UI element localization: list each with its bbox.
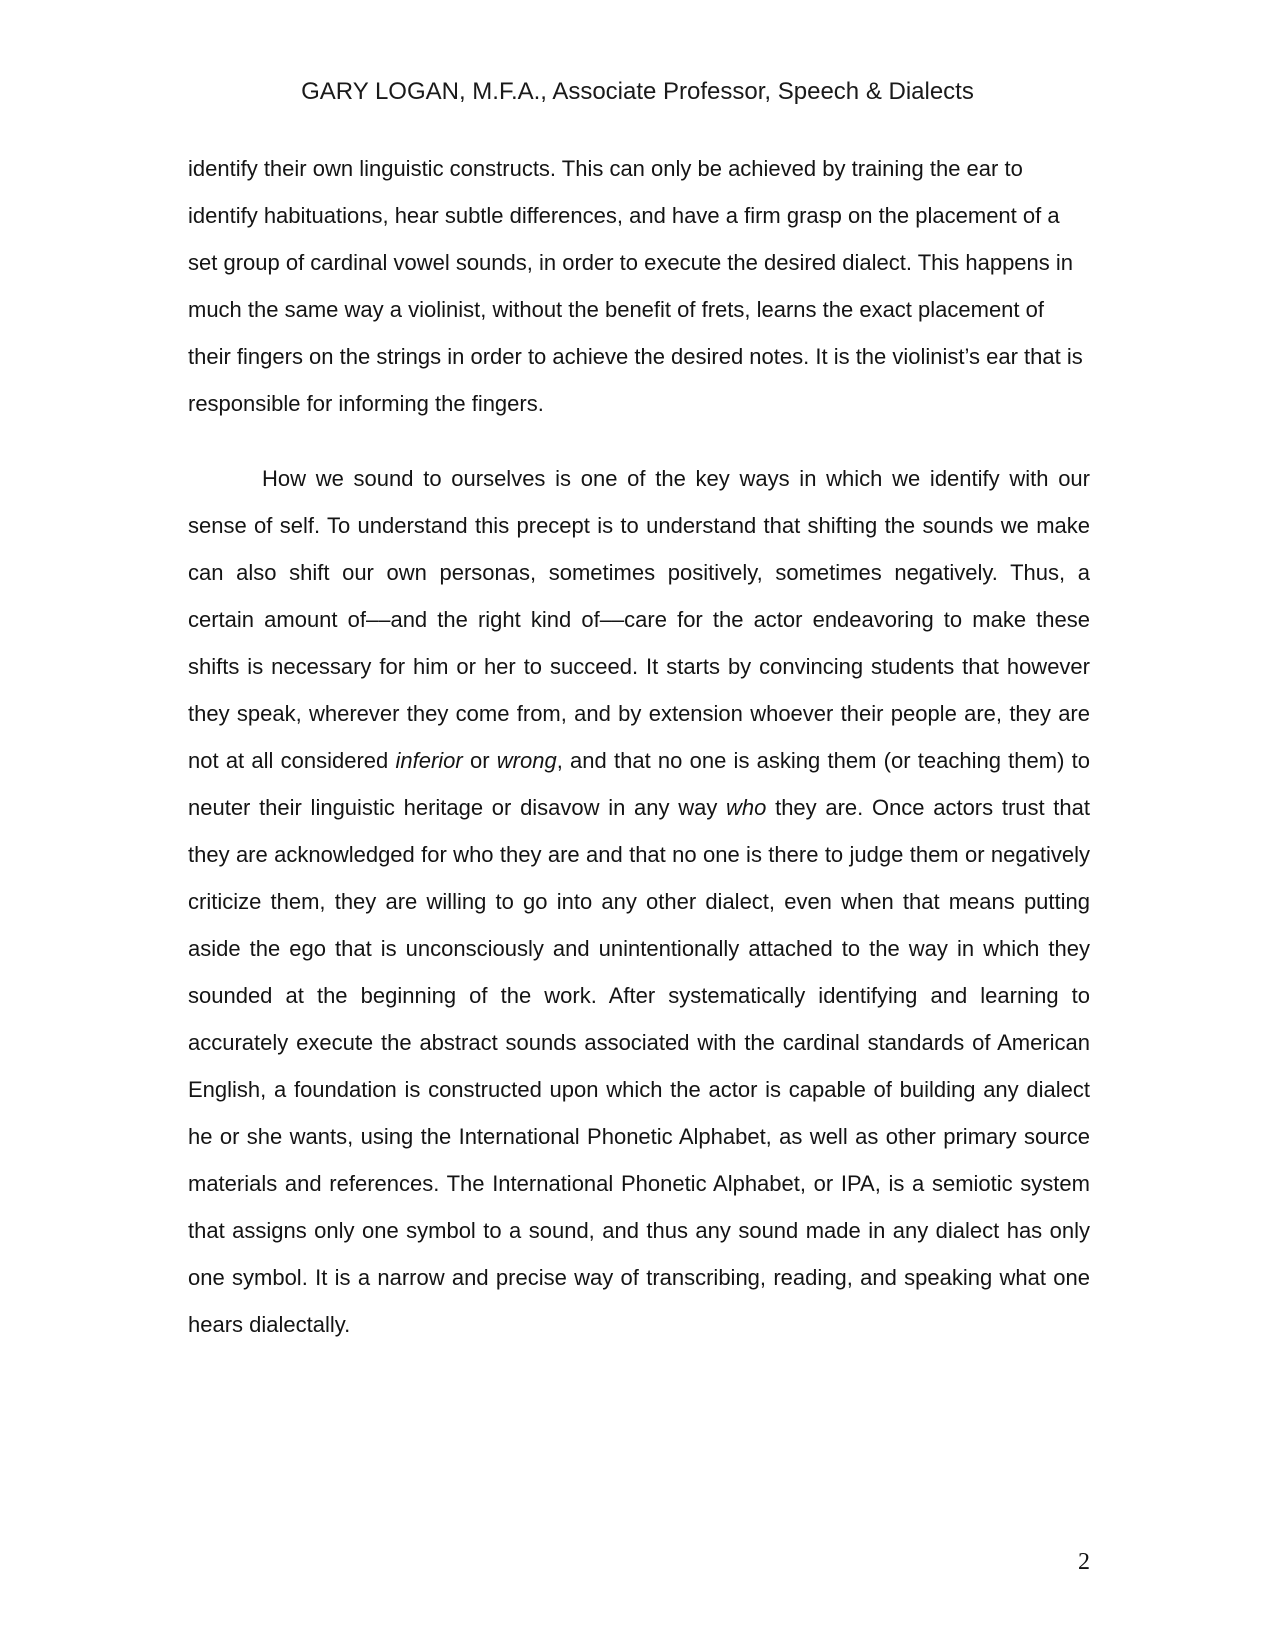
italic-who: who [726,795,767,820]
italic-inferior: inferior [395,748,463,773]
paragraph-2 [188,455,1090,1348]
paragraph-2-text-1: How we sound to ourselves is one of the key ways in which we identify with our sense of self. To understand this precept is to understand that shifting the sounds we make can also shift our own personas, sometimes positively, sometimes negatively. Thus, a certain amount of––and the right kind of––care for the actor endeavoring to make these shifts is necessary for him or her to succeed. It starts by convincing students that however they speak, wherever they come from, and by extension whoever their people are, they are not at all considered [188,466,1090,773]
italic-wrong: wrong [496,748,557,773]
paragraph-2-text-3: , and that no one is asking them (or teaching them) to neuter their linguistic heritage or disavow in any way [188,748,1090,820]
paragraph-2-text-4: they are. Once actors trust that they are acknowledged for who they are and that no one is there to judge them or negatively criticize them, they are willing to go into any other dialect, even when that means putting aside the ego that is unconsciously and unintentionally attached to the way in which they sounded at the beginning of the work. After systematically identifying and learning to accurately execute the abstract sounds associated with the cardinal standards of American English, a foundation is constructed upon which the actor is capable of building any dialect he or she wants, using the International Phonetic Alphabet, as well as other primary source materials and references. The International Phonetic Alphabet, or IPA, is a semiotic system that assigns only one symbol to a sound, and thus any sound made in any dialect has only one symbol. It is a narrow and precise way of transcribing, reading, and speaking what one hears dialectally. [188,795,1090,1337]
page-number: 2 [1078,1549,1090,1575]
page-header: GARY LOGAN, M.F.A., Associate Professor, Speech & Dialects [301,78,974,105]
body-text [188,145,1090,1348]
paragraph-1: identify their own linguistic constructs. This can only be achieved by training the ear to identify habituations, hear subtle differences, and have a firm grasp on the placement of a set group of cardinal vowel sounds, in order to execute the desired dialect. This happens in much the same way a violinist, without the benefit of frets, learns the exact placement of their fingers on the strings in order to achieve the desired notes. It is the violinist’s ear that is responsible for informing the fingers. [188,156,1083,416]
paragraph-2-text-2: or [462,748,497,773]
